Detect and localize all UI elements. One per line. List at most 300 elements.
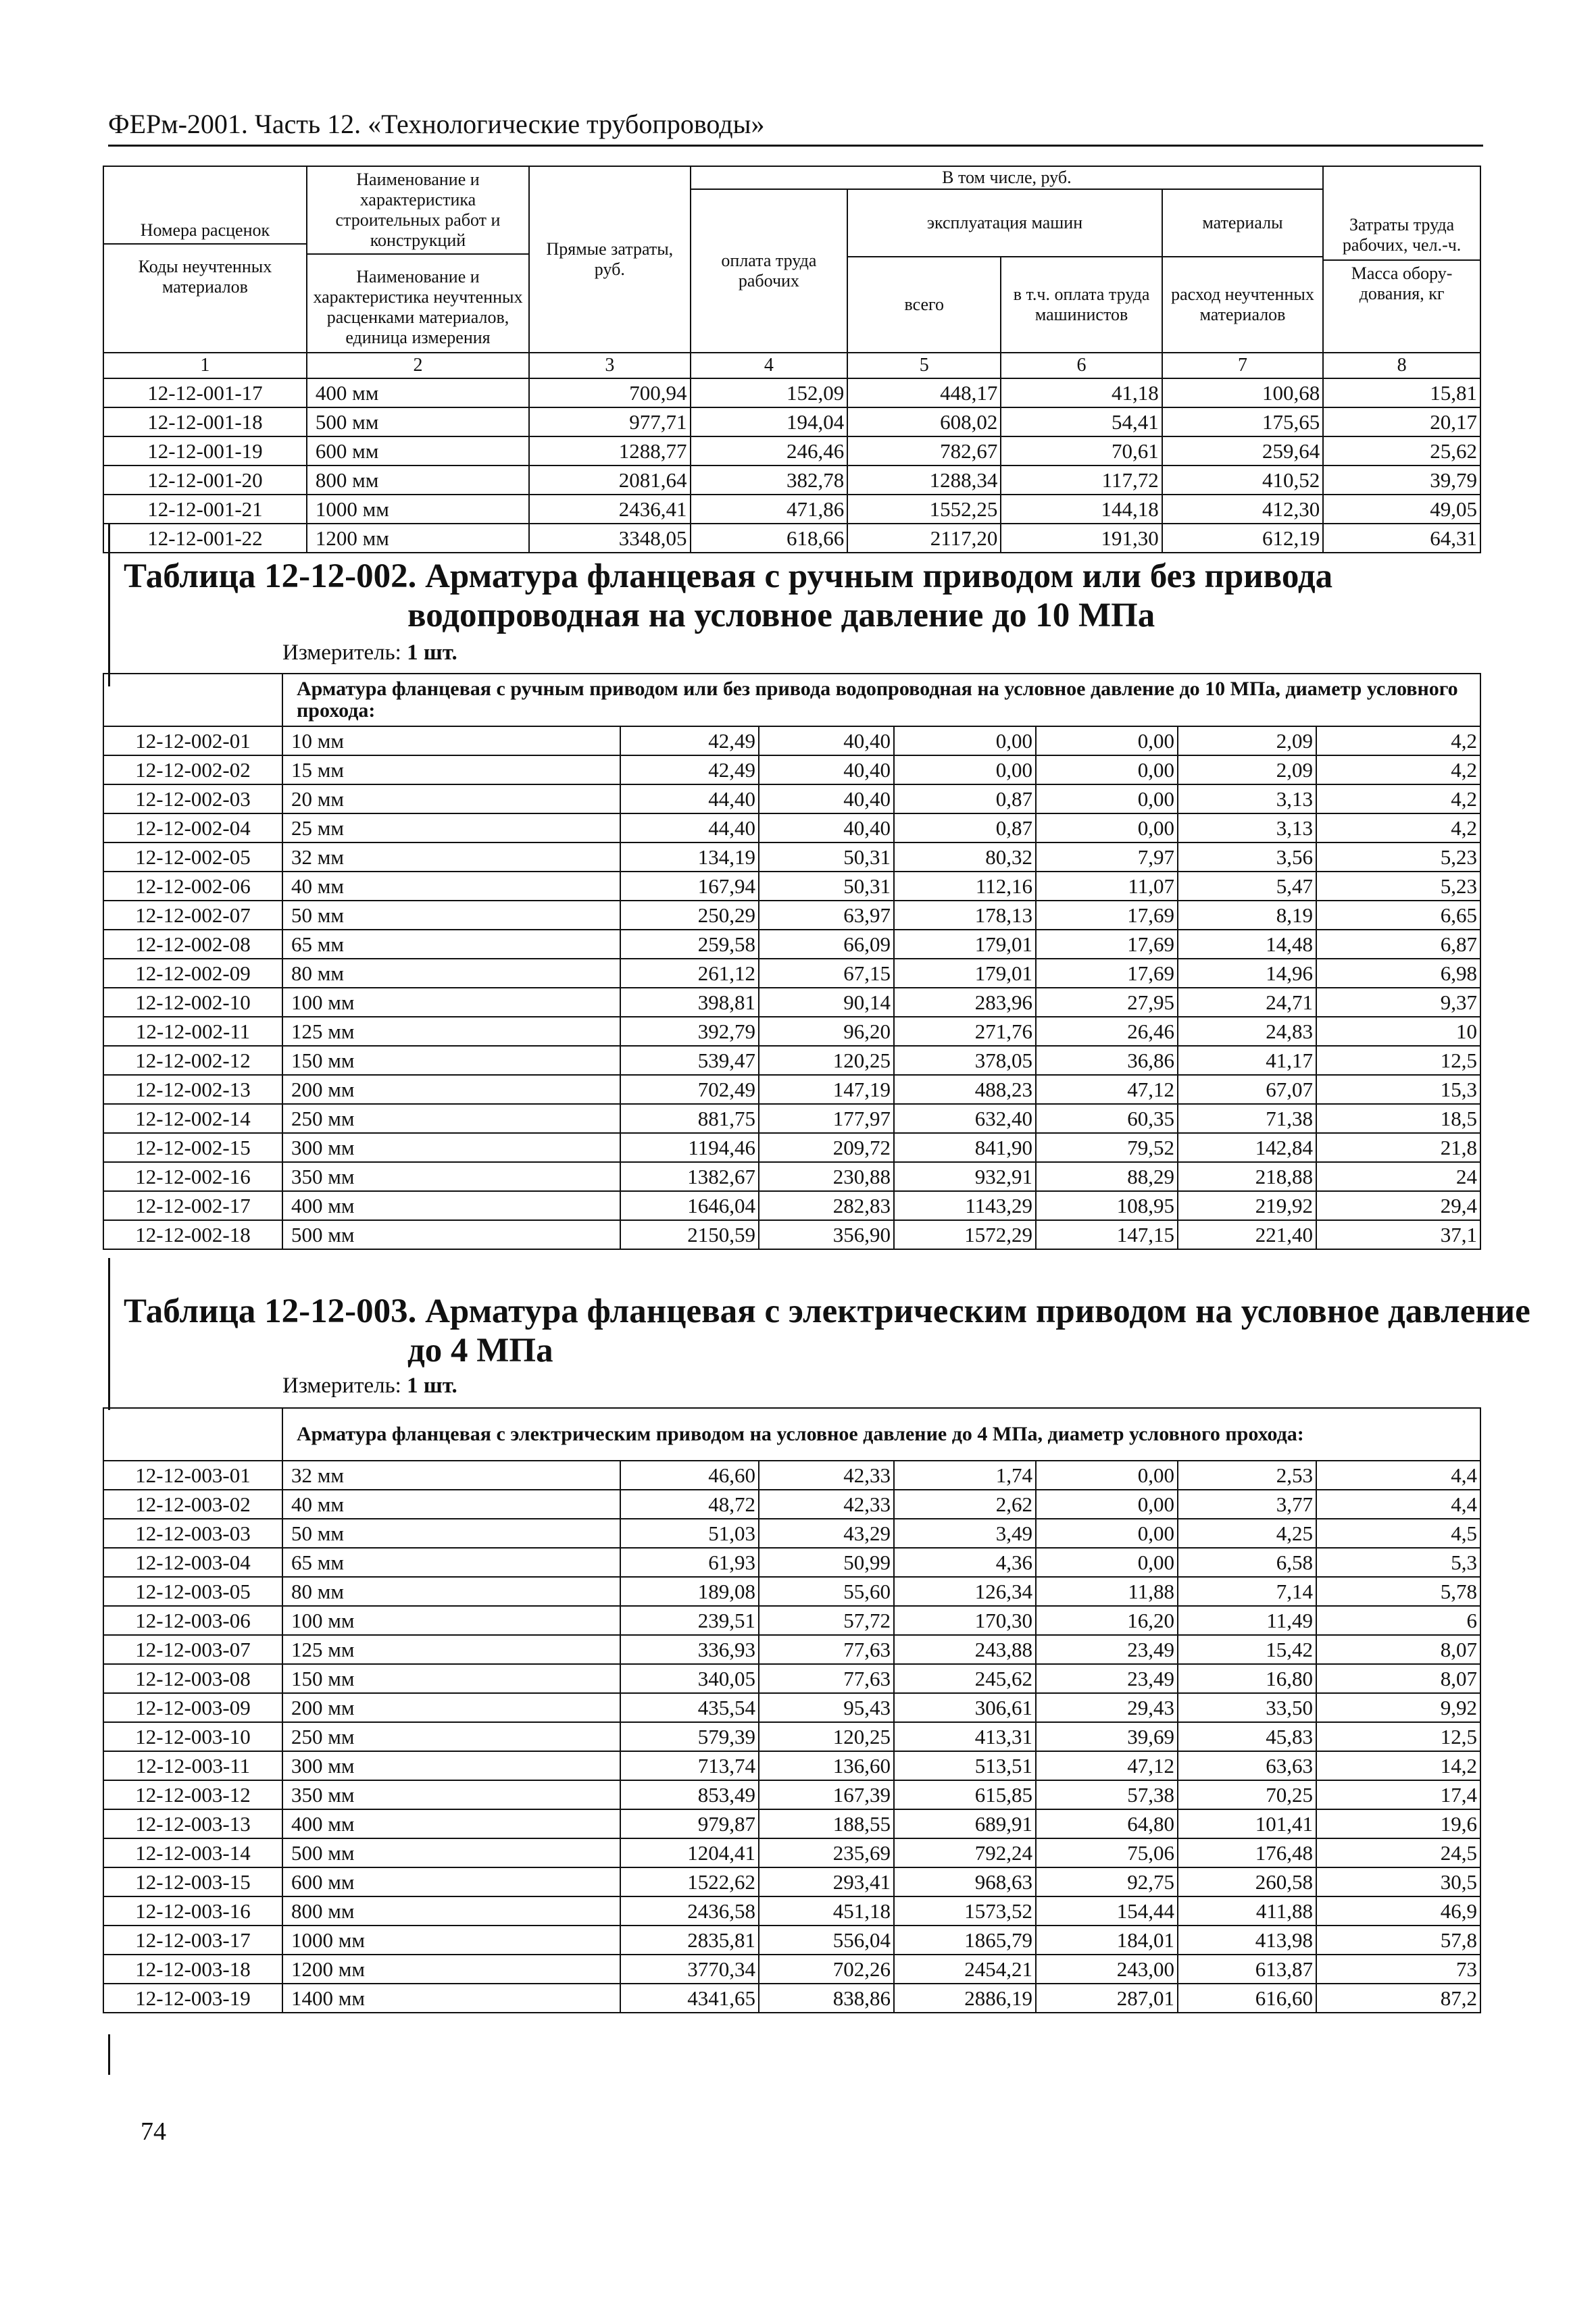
labor-pay-cell: 194,04 — [691, 407, 848, 436]
item-name-cell: 500 мм — [307, 407, 529, 436]
table-row — [103, 1838, 1480, 1867]
labor-pay-cell: 90,14 — [759, 988, 894, 1017]
item-name-cell: 300 мм — [282, 1751, 620, 1780]
direct-costs-cell: 2436,58 — [620, 1896, 759, 1926]
left-rule — [108, 2034, 110, 2075]
direct-costs-cell: 189,08 — [620, 1577, 759, 1606]
rate-code-cell: 12-12-001-19 — [103, 436, 307, 466]
machines-total-cell: 413,31 — [894, 1722, 1036, 1751]
machine-operators-cell: 108,95 — [1036, 1191, 1178, 1220]
rate-code-cell: 12-12-002-17 — [103, 1191, 282, 1220]
item-name-cell: 200 мм — [282, 1693, 620, 1722]
rate-code-cell: 12-12-002-05 — [103, 842, 282, 872]
item-name-cell: 80 мм — [282, 1577, 620, 1606]
labor-costs-cell: 10 — [1316, 1017, 1480, 1046]
table-row — [103, 495, 1480, 524]
materials-cell: 14,96 — [1178, 959, 1316, 988]
labor-costs-cell: 39,79 — [1323, 466, 1480, 495]
materials-cell: 176,48 — [1178, 1838, 1316, 1867]
materials-cell: 33,50 — [1178, 1693, 1316, 1722]
machines-total-cell: 782,67 — [847, 436, 1001, 466]
item-name-cell: 10 мм — [282, 726, 620, 755]
rate-code-cell: 12-12-001-22 — [103, 524, 307, 553]
labor-costs-cell: 25,62 — [1323, 436, 1480, 466]
table-row — [103, 1220, 1480, 1249]
direct-costs-cell: 44,40 — [620, 784, 759, 813]
machines-total-cell: 1288,34 — [847, 466, 1001, 495]
table-003-group-title: Арматура фланцевая с электрическим приводом на условное давление до 4 МПа, диаметр условного прохода: — [282, 1408, 1480, 1461]
rate-code-cell: 12-12-002-09 — [103, 959, 282, 988]
rate-code-cell: 12-12-001-20 — [103, 466, 307, 495]
machine-operators-cell: 57,38 — [1036, 1780, 1178, 1809]
direct-costs-cell: 340,05 — [620, 1664, 759, 1693]
machine-operators-cell: 17,69 — [1036, 930, 1178, 959]
machines-total-cell: 245,62 — [894, 1664, 1036, 1693]
direct-costs-cell: 2081,64 — [529, 466, 690, 495]
materials-cell: 3,13 — [1178, 784, 1316, 813]
item-name-cell: 800 мм — [282, 1896, 620, 1926]
item-name-cell: 1400 мм — [282, 1984, 620, 2013]
direct-costs-cell: 1382,67 — [620, 1162, 759, 1191]
direct-costs-cell: 853,49 — [620, 1780, 759, 1809]
machine-operators-cell: 191,30 — [1001, 524, 1162, 553]
col-header-including: В том числе, руб. — [691, 166, 1324, 189]
rate-code-cell: 12-12-003-16 — [103, 1896, 282, 1926]
materials-cell: 14,48 — [1178, 930, 1316, 959]
direct-costs-cell: 250,29 — [620, 901, 759, 930]
materials-cell: 175,65 — [1162, 407, 1323, 436]
table-row — [103, 1490, 1480, 1519]
col-header-materials: материалы — [1162, 189, 1323, 257]
table-row — [103, 1984, 1480, 2013]
rate-code-cell: 12-12-003-01 — [103, 1461, 282, 1490]
page-number: 74 — [141, 2117, 166, 2146]
materials-cell: 3,56 — [1178, 842, 1316, 872]
direct-costs-cell: 539,47 — [620, 1046, 759, 1075]
machines-total-cell: 0,00 — [894, 726, 1036, 755]
labor-pay-cell: 40,40 — [759, 813, 894, 842]
table-row — [103, 466, 1480, 495]
labor-costs-cell: 6,65 — [1316, 901, 1480, 930]
direct-costs-cell: 1646,04 — [620, 1191, 759, 1220]
labor-pay-cell: 188,55 — [759, 1809, 894, 1838]
machines-total-cell: 306,61 — [894, 1693, 1036, 1722]
machines-total-cell: 112,16 — [894, 872, 1036, 901]
table-row — [103, 1809, 1480, 1838]
table-12-12-001 — [103, 166, 1481, 553]
table-12-12-003 — [103, 1407, 1481, 2013]
machine-operators-cell: 0,00 — [1036, 1490, 1178, 1519]
col-header-labor: Затраты труда рабочих, чел.-ч. Масса обору-дования, кг — [1323, 166, 1480, 353]
table-row — [103, 1075, 1480, 1104]
table-row — [103, 1722, 1480, 1751]
machine-operators-cell: 154,44 — [1036, 1896, 1178, 1926]
materials-cell: 411,88 — [1178, 1896, 1316, 1926]
machines-total-cell: 0,00 — [894, 755, 1036, 784]
materials-cell: 413,98 — [1178, 1926, 1316, 1955]
item-name-cell: 80 мм — [282, 959, 620, 988]
machines-total-cell: 271,76 — [894, 1017, 1036, 1046]
item-name-cell: 1000 мм — [282, 1926, 620, 1955]
machines-total-cell: 80,32 — [894, 842, 1036, 872]
col-header-labor-pay: оплата труда рабочих — [691, 189, 848, 353]
materials-cell: 24,71 — [1178, 988, 1316, 1017]
direct-costs-cell: 579,39 — [620, 1722, 759, 1751]
labor-costs-cell: 87,2 — [1316, 1984, 1480, 2013]
machine-operators-cell: 243,00 — [1036, 1955, 1178, 1984]
labor-pay-cell: 556,04 — [759, 1926, 894, 1955]
machines-total-cell: 2117,20 — [847, 524, 1001, 553]
item-name-cell: 125 мм — [282, 1017, 620, 1046]
col-number: 4 — [691, 353, 848, 378]
direct-costs-cell: 51,03 — [620, 1519, 759, 1548]
machines-total-cell: 841,90 — [894, 1133, 1036, 1162]
table-row — [103, 1577, 1480, 1606]
machines-total-cell: 448,17 — [847, 378, 1001, 407]
item-name-cell: 1000 мм — [307, 495, 529, 524]
item-name-cell: 150 мм — [282, 1046, 620, 1075]
rate-code-cell: 12-12-002-02 — [103, 755, 282, 784]
direct-costs-cell: 702,49 — [620, 1075, 759, 1104]
direct-costs-cell: 261,12 — [620, 959, 759, 988]
rate-code-cell: 12-12-002-08 — [103, 930, 282, 959]
rate-code-cell: 12-12-003-17 — [103, 1926, 282, 1955]
table-002-measure: Измеритель: 1 шт. — [282, 640, 457, 665]
rate-code-cell: 12-12-001-21 — [103, 495, 307, 524]
page-header: ФЕРм-2001. Часть 12. «Технологические трубопроводы» — [108, 109, 765, 139]
item-name-cell: 350 мм — [282, 1780, 620, 1809]
labor-costs-cell: 6,87 — [1316, 930, 1480, 959]
table-row — [103, 842, 1480, 872]
machine-operators-cell: 0,00 — [1036, 1461, 1178, 1490]
materials-cell: 410,52 — [1162, 466, 1323, 495]
direct-costs-cell: 979,87 — [620, 1809, 759, 1838]
materials-cell: 45,83 — [1178, 1722, 1316, 1751]
labor-pay-cell: 42,33 — [759, 1461, 894, 1490]
direct-costs-cell: 3770,34 — [620, 1955, 759, 1984]
col-number: 1 — [103, 353, 307, 378]
rate-code-cell: 12-12-002-12 — [103, 1046, 282, 1075]
materials-cell: 41,17 — [1178, 1046, 1316, 1075]
labor-costs-cell: 15,3 — [1316, 1075, 1480, 1104]
labor-pay-cell: 235,69 — [759, 1838, 894, 1867]
labor-costs-cell: 5,23 — [1316, 872, 1480, 901]
labor-costs-cell: 57,8 — [1316, 1926, 1480, 1955]
table-row — [103, 524, 1480, 553]
rate-code-cell: 12-12-003-02 — [103, 1490, 282, 1519]
labor-pay-cell: 136,60 — [759, 1751, 894, 1780]
labor-costs-cell: 20,17 — [1323, 407, 1480, 436]
rate-code-cell: 12-12-001-17 — [103, 378, 307, 407]
table-row — [103, 1664, 1480, 1693]
direct-costs-cell: 881,75 — [620, 1104, 759, 1133]
machine-operators-cell: 17,69 — [1036, 901, 1178, 930]
labor-pay-cell: 293,41 — [759, 1867, 894, 1896]
labor-pay-cell: 67,15 — [759, 959, 894, 988]
machines-total-cell: 1865,79 — [894, 1926, 1036, 1955]
machine-operators-cell: 0,00 — [1036, 726, 1178, 755]
materials-cell: 142,84 — [1178, 1133, 1316, 1162]
rate-code-cell: 12-12-003-07 — [103, 1635, 282, 1664]
machine-operators-cell: 39,69 — [1036, 1722, 1178, 1751]
table-row — [103, 1926, 1480, 1955]
materials-cell: 2,53 — [1178, 1461, 1316, 1490]
labor-pay-cell: 382,78 — [691, 466, 848, 495]
item-name-cell: 600 мм — [282, 1867, 620, 1896]
direct-costs-cell: 392,79 — [620, 1017, 759, 1046]
materials-cell: 67,07 — [1178, 1075, 1316, 1104]
materials-cell: 101,41 — [1178, 1809, 1316, 1838]
labor-costs-cell: 15,81 — [1323, 378, 1480, 407]
direct-costs-cell: 44,40 — [620, 813, 759, 842]
rate-code-cell: 12-12-002-18 — [103, 1220, 282, 1249]
labor-costs-cell: 9,92 — [1316, 1693, 1480, 1722]
direct-costs-cell: 977,71 — [529, 407, 690, 436]
table-row — [103, 1519, 1480, 1548]
materials-cell: 4,25 — [1178, 1519, 1316, 1548]
machines-total-cell: 179,01 — [894, 959, 1036, 988]
table-003-measure: Измеритель: 1 шт. — [282, 1374, 457, 1398]
labor-costs-cell: 64,31 — [1323, 524, 1480, 553]
rate-code-cell: 12-12-002-04 — [103, 813, 282, 842]
table-12-12-002 — [103, 673, 1481, 1250]
labor-pay-cell: 246,46 — [691, 436, 848, 466]
table-row — [103, 784, 1480, 813]
machines-total-cell: 488,23 — [894, 1075, 1036, 1104]
item-name-cell: 40 мм — [282, 1490, 620, 1519]
labor-costs-cell: 8,07 — [1316, 1664, 1480, 1693]
machines-total-cell: 608,02 — [847, 407, 1001, 436]
table-row — [103, 959, 1480, 988]
table-002-group-title: Арматура фланцевая с ручным приводом или без привода водопроводная на условное давление до 10 МПа, диаметр условного прохода: — [282, 674, 1480, 726]
rate-code-cell: 12-12-002-06 — [103, 872, 282, 901]
direct-costs-cell: 134,19 — [620, 842, 759, 872]
table-row — [103, 1896, 1480, 1926]
table-002-title-line2: водопроводная на условное давление до 10 МПа — [407, 597, 1155, 634]
item-name-cell: 125 мм — [282, 1635, 620, 1664]
col-header-direct-costs: Прямые затраты, руб. — [529, 166, 690, 353]
machine-operators-cell: 147,15 — [1036, 1220, 1178, 1249]
machines-total-cell: 2886,19 — [894, 1984, 1036, 2013]
table-row — [103, 407, 1480, 436]
labor-pay-cell: 356,90 — [759, 1220, 894, 1249]
machines-total-cell: 1573,52 — [894, 1896, 1036, 1926]
labor-costs-cell: 4,4 — [1316, 1461, 1480, 1490]
labor-costs-cell: 5,3 — [1316, 1548, 1480, 1577]
machine-operators-cell: 0,00 — [1036, 784, 1178, 813]
labor-pay-cell: 40,40 — [759, 784, 894, 813]
machines-total-cell: 513,51 — [894, 1751, 1036, 1780]
labor-costs-cell: 9,37 — [1316, 988, 1480, 1017]
labor-pay-cell: 77,63 — [759, 1664, 894, 1693]
col-header-names: Наименование и характеристика строительных работ и конструкций Наименование и характеристика неучтенных расценками материалов, единица измерения — [307, 166, 529, 353]
materials-cell: 616,60 — [1178, 1984, 1316, 2013]
labor-pay-cell: 50,31 — [759, 842, 894, 872]
labor-pay-cell: 451,18 — [759, 1896, 894, 1926]
labor-pay-cell: 43,29 — [759, 1519, 894, 1548]
rate-code-cell: 12-12-002-15 — [103, 1133, 282, 1162]
machines-total-cell: 378,05 — [894, 1046, 1036, 1075]
materials-cell: 71,38 — [1178, 1104, 1316, 1133]
labor-costs-cell: 4,5 — [1316, 1519, 1480, 1548]
rate-code-cell: 12-12-002-13 — [103, 1075, 282, 1104]
labor-pay-cell: 471,86 — [691, 495, 848, 524]
labor-pay-cell: 50,31 — [759, 872, 894, 901]
direct-costs-cell: 713,74 — [620, 1751, 759, 1780]
rate-code-cell: 12-12-002-16 — [103, 1162, 282, 1191]
machines-total-cell: 1,74 — [894, 1461, 1036, 1490]
direct-costs-cell: 239,51 — [620, 1606, 759, 1635]
rate-code-cell: 12-12-003-15 — [103, 1867, 282, 1896]
table-row — [103, 1133, 1480, 1162]
table-row — [103, 1955, 1480, 1984]
rate-code-cell: 12-12-003-11 — [103, 1751, 282, 1780]
direct-costs-cell: 1194,46 — [620, 1133, 759, 1162]
item-name-cell: 65 мм — [282, 1548, 620, 1577]
item-name-cell: 40 мм — [282, 872, 620, 901]
direct-costs-cell: 3348,05 — [529, 524, 690, 553]
rate-code-cell: 12-12-001-18 — [103, 407, 307, 436]
machine-operators-cell: 70,61 — [1001, 436, 1162, 466]
table-row — [103, 1751, 1480, 1780]
item-name-cell: 20 мм — [282, 784, 620, 813]
table-row — [103, 901, 1480, 930]
table-row — [103, 1693, 1480, 1722]
labor-costs-cell: 5,23 — [1316, 842, 1480, 872]
machines-total-cell: 126,34 — [894, 1577, 1036, 1606]
item-name-cell: 100 мм — [282, 988, 620, 1017]
materials-cell: 219,92 — [1178, 1191, 1316, 1220]
item-name-cell: 400 мм — [282, 1191, 620, 1220]
machine-operators-cell: 27,95 — [1036, 988, 1178, 1017]
labor-pay-cell: 55,60 — [759, 1577, 894, 1606]
labor-pay-cell: 96,20 — [759, 1017, 894, 1046]
machine-operators-cell: 0,00 — [1036, 755, 1178, 784]
col-header-machines: эксплуатация машин — [847, 189, 1162, 257]
rate-code-cell: 12-12-003-19 — [103, 1984, 282, 2013]
machine-operators-cell: 75,06 — [1036, 1838, 1178, 1867]
table-row — [103, 1548, 1480, 1577]
item-name-cell: 50 мм — [282, 1519, 620, 1548]
labor-costs-cell: 30,5 — [1316, 1867, 1480, 1896]
labor-costs-cell: 6,98 — [1316, 959, 1480, 988]
table-row — [103, 872, 1480, 901]
table-003-title — [124, 1292, 1530, 1370]
table-row — [103, 726, 1480, 755]
table-row — [103, 755, 1480, 784]
direct-costs-cell: 336,93 — [620, 1635, 759, 1664]
item-name-cell: 32 мм — [282, 1461, 620, 1490]
machine-operators-cell: 117,72 — [1001, 466, 1162, 495]
rate-code-cell: 12-12-003-08 — [103, 1664, 282, 1693]
labor-costs-cell: 5,78 — [1316, 1577, 1480, 1606]
labor-pay-cell: 40,40 — [759, 755, 894, 784]
machine-operators-cell: 287,01 — [1036, 1984, 1178, 2013]
rate-code-cell: 12-12-003-04 — [103, 1548, 282, 1577]
machine-operators-cell: 47,12 — [1036, 1751, 1178, 1780]
rate-code-cell: 12-12-002-01 — [103, 726, 282, 755]
direct-costs-cell: 1204,41 — [620, 1838, 759, 1867]
item-name-cell: 1200 мм — [282, 1955, 620, 1984]
item-name-cell: 300 мм — [282, 1133, 620, 1162]
rate-code-cell: 12-12-003-18 — [103, 1955, 282, 1984]
machines-total-cell: 2454,21 — [894, 1955, 1036, 1984]
direct-costs-cell: 1522,62 — [620, 1867, 759, 1896]
col-number: 2 — [307, 353, 529, 378]
table-002-title — [124, 557, 1332, 635]
materials-cell: 7,14 — [1178, 1577, 1316, 1606]
rate-code-cell: 12-12-003-12 — [103, 1780, 282, 1809]
machines-total-cell: 932,91 — [894, 1162, 1036, 1191]
labor-pay-cell: 95,43 — [759, 1693, 894, 1722]
table-003-title-line1: Таблица 12-12-003. Арматура фланцевая с электрическим приводом на условное давление — [124, 1292, 1530, 1330]
materials-cell: 70,25 — [1178, 1780, 1316, 1809]
labor-pay-cell: 42,33 — [759, 1490, 894, 1519]
rate-code-cell: 12-12-003-03 — [103, 1519, 282, 1548]
machines-total-cell: 1552,25 — [847, 495, 1001, 524]
materials-cell: 613,87 — [1178, 1955, 1316, 1984]
machine-operators-cell: 60,35 — [1036, 1104, 1178, 1133]
table-row — [103, 813, 1480, 842]
labor-pay-cell: 177,97 — [759, 1104, 894, 1133]
labor-costs-cell: 37,1 — [1316, 1220, 1480, 1249]
machines-total-cell: 1572,29 — [894, 1220, 1036, 1249]
item-name-cell: 600 мм — [307, 436, 529, 466]
direct-costs-cell: 167,94 — [620, 872, 759, 901]
col-number: 6 — [1001, 353, 1162, 378]
machines-total-cell: 3,49 — [894, 1519, 1036, 1548]
item-name-cell: 350 мм — [282, 1162, 620, 1191]
machine-operators-cell: 26,46 — [1036, 1017, 1178, 1046]
table-002-title-line1: Таблица 12-12-002. Арматура фланцевая с ручным приводом или без привода — [124, 557, 1333, 595]
direct-costs-cell: 2835,81 — [620, 1926, 759, 1955]
rate-code-cell: 12-12-003-13 — [103, 1809, 282, 1838]
item-name-cell: 32 мм — [282, 842, 620, 872]
rate-code-cell: 12-12-003-10 — [103, 1722, 282, 1751]
materials-cell: 5,47 — [1178, 872, 1316, 901]
labor-pay-cell: 152,09 — [691, 378, 848, 407]
item-name-cell: 800 мм — [307, 466, 529, 495]
labor-pay-cell: 57,72 — [759, 1606, 894, 1635]
table-003-title-line2: до 4 МПа — [407, 1332, 553, 1369]
left-rule — [108, 1258, 110, 1410]
table-row — [103, 930, 1480, 959]
labor-costs-cell: 14,2 — [1316, 1751, 1480, 1780]
labor-costs-cell: 73 — [1316, 1955, 1480, 1984]
labor-costs-cell: 24 — [1316, 1162, 1480, 1191]
item-name-cell: 400 мм — [282, 1809, 620, 1838]
labor-costs-cell: 4,4 — [1316, 1490, 1480, 1519]
machine-operators-cell: 0,00 — [1036, 813, 1178, 842]
item-name-cell: 250 мм — [282, 1722, 620, 1751]
labor-costs-cell: 19,6 — [1316, 1809, 1480, 1838]
col-header-materials-sub: расход неучтенных материалов — [1162, 257, 1323, 353]
labor-pay-cell: 702,26 — [759, 1955, 894, 1984]
materials-cell: 15,42 — [1178, 1635, 1316, 1664]
header-rule — [108, 145, 1483, 147]
labor-costs-cell: 8,07 — [1316, 1635, 1480, 1664]
direct-costs-cell: 435,54 — [620, 1693, 759, 1722]
machine-operators-cell: 47,12 — [1036, 1075, 1178, 1104]
col-number: 3 — [529, 353, 690, 378]
materials-cell: 412,30 — [1162, 495, 1323, 524]
item-name-cell: 500 мм — [282, 1838, 620, 1867]
materials-cell: 8,19 — [1178, 901, 1316, 930]
labor-costs-cell: 49,05 — [1323, 495, 1480, 524]
materials-cell: 3,77 — [1178, 1490, 1316, 1519]
table-row — [103, 1606, 1480, 1635]
machines-total-cell: 968,63 — [894, 1867, 1036, 1896]
